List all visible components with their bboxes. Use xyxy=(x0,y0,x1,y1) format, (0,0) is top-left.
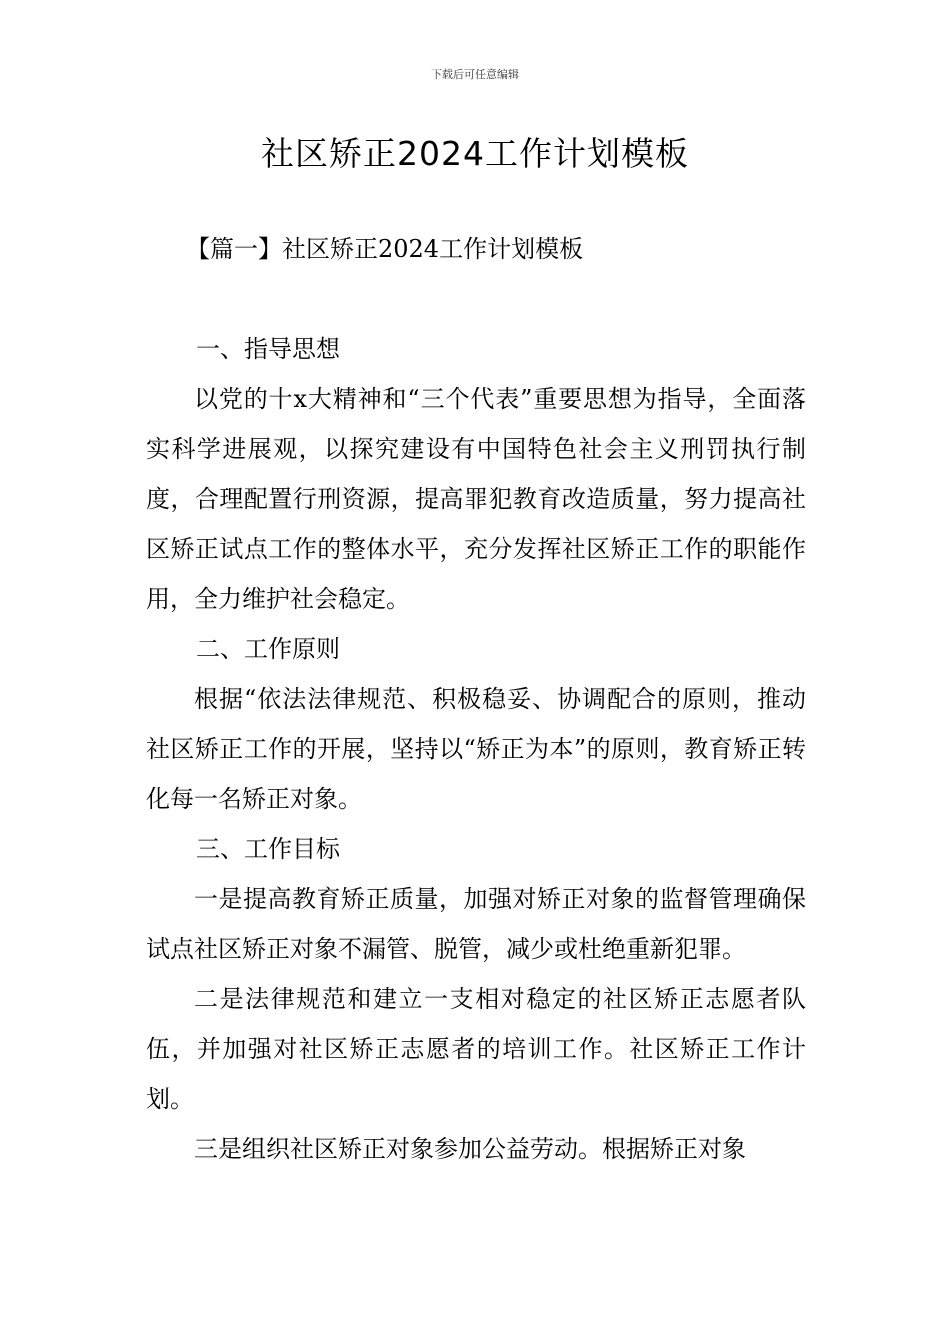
header-note: 下载后可任意编辑 xyxy=(431,68,519,81)
section-subtitle: 【篇一】社区矫正2024工作计划模板 xyxy=(186,235,584,263)
paragraph-guiding-ideology: 以党的十x大精神和“三个代表”重要思想为指导，全面落实科学进展观，以探究建设有中国特色社会主义刑罚执行制度，合理配置行刑资源，提高罪犯教育改造质量，努力提高社区矫正试点工作的整体水平，充分发挥社区矫正工作的职能作用，全力维护社会稳定。 xyxy=(146,385,806,613)
paragraph-goal-three: 三是组织社区矫正对象参加公益劳动。根据矫正对象 xyxy=(194,1135,746,1163)
paragraph-goal-one: 一是提高教育矫正质量，加强对矫正对象的监督管理确保试点社区矫正对象不漏管、脱管，减少或杜绝重新犯罪。 xyxy=(146,885,806,963)
document-body xyxy=(146,224,806,1174)
paragraph-goal-two: 二是法律规范和建立一支相对稳定的社区矫正志愿者队伍，并加强对社区矫正志愿者的培训工作。社区矫正工作计划。 xyxy=(146,985,806,1113)
heading-guiding-ideology: 一、指导思想 xyxy=(196,335,340,363)
heading-work-goals: 三、工作目标 xyxy=(196,835,340,863)
heading-work-principles: 二、工作原则 xyxy=(196,635,340,663)
document-title: 社区矫正2024工作计划模板 xyxy=(261,134,689,173)
paragraph-work-principles: 根据“依法法律规范、积极稳妥、协调配合的原则，推动社区矫正工作的开展，坚持以“矫正为本”的原则，教育矫正转化每一名矫正对象。 xyxy=(146,685,806,813)
